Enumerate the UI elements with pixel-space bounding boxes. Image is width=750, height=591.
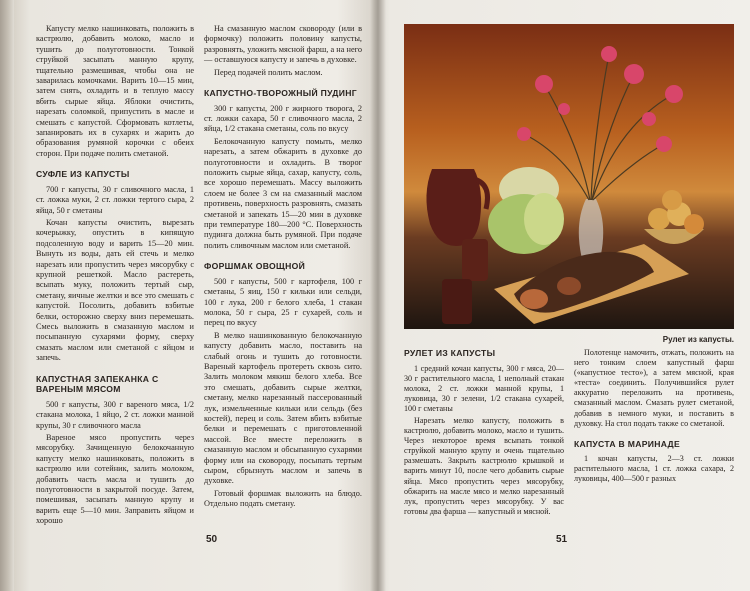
left-col-1 bbox=[36, 24, 194, 529]
left-page bbox=[10, 0, 372, 591]
ingredients: 1 средний кочан капусты, 300 г мяса, 20—30 г растительного масла, 1 неполный стакан молока, 2 ст. ложки манной крупы, 1 луковица, 30 г зелени, 1/2 стакана сухарей, 100 г сметаны bbox=[404, 363, 564, 413]
right-col-2 bbox=[574, 348, 734, 519]
photo-caption: Рулет из капусты. bbox=[662, 335, 734, 344]
photo-illustration bbox=[404, 24, 734, 329]
left-col-2 bbox=[204, 24, 362, 529]
recipe-heading: ФОРШМАК ОВОЩНОЙ bbox=[204, 261, 306, 272]
paragraph: Капусту мелко нашинковать, положить в кастрюлю, добавить молоко, масло и тушить до полуготовности. Тонкой струйкой засыпать манную крупу, тщательно размешивая, чтобы она не заварилась комочками. Варить 10—15 мин, затем снять, охладить и в теплую массу вбить сырые яйца. Яблоки очистить, нарезать соломкой, припустить в масле и смешать с капустой. Сформовать котлеты, запанировать их в сухарях и жарить до образования румяной корочки с обеих сторон. При подаче полить сметаной. bbox=[36, 24, 194, 158]
ingredients: 500 г капусты, 300 г вареного мяса, 1/2 стакана молока, 1 яйцо, 2 ст. ложки манной крупы, 30 г сливочного масла bbox=[36, 399, 194, 430]
ingredients: 700 г капусты, 30 г сливочного масла, 1 ст. ложка муки, 2 ст. ложки тертого сыра, 2 яйца, 50 г сметаны bbox=[36, 184, 194, 215]
paragraph: В мелко нашинкованную белокочанную капусту добавить масло, поставить на слабый огонь и тушить до готовности. Вареный картофель протереть сквозь сито. Залить молоком мякиш белого хлеба. Все это смешать, добавить сырые желтки, сметану, мелко нарезанный пассерованный лук, измельченные кильки или сельдь (без костей), перец и соль. Затем вбить взбитые белки и перемешать с приготовленной массой. Все вместе переложить в смазанную маслом и обсыпанную сухарями форму или на сковороду, посыпать тертым сыром, сбрызнуть маслом и запечь в духовке. bbox=[204, 330, 362, 486]
paragraph: Вареное мясо пропустить через мясорубку. Зачищенную белокочанную капусту мелко нашинковать, положить в кастрюлю или сотейник, залить молоком, добавить часть масла и тушить до полуготовности в закрытой посуде. Затем, помешивая, засыпать манную крупу и варить еще 5—10 мин. Заправить яйцом и хорошо bbox=[36, 432, 194, 526]
page-number: 51 bbox=[556, 534, 568, 545]
right-page bbox=[382, 0, 750, 591]
ingredients: 500 г капусты, 500 г картофеля, 100 г сметаны, 5 яиц, 150 г кильки или сельди, 100 г лука, 200 г белого хлеба, 1 стакан молока, 50 г сыра, 25 г сухарей, соль и перец по вкусу bbox=[204, 276, 362, 328]
paragraph: Нарезать мелко капусту, положить в кастрюлю, добавить молоко, масло и тушить. Через некоторое время всыпать тонкой струйкой манную крупу и очень тщательно размешать. Закрыть кастрюлю крышкой и варить минут 10, после чего добавить сырые яйца. Мясо пропустить через мясорубку, обжарить на масле мясо и мелко нарезанный лук, пропустить через мясорубку. У вас готовы два фарша — капустный и мясной. bbox=[404, 415, 564, 516]
recipe-heading: КАПУСТНАЯ ЗАПЕКАНКА С ВАРЕНЫМ МЯСОМ bbox=[36, 373, 159, 395]
paragraph: Готовый форшмак выложить на блюдо. Отдельно подать сметану. bbox=[204, 488, 362, 509]
recipe-heading: СУФЛЕ ИЗ КАПУСТЫ bbox=[36, 169, 130, 180]
paragraph: Перед подачей полить маслом. bbox=[214, 67, 323, 77]
page-number: 50 bbox=[206, 534, 218, 545]
paragraph: Полотенце намочить, отжать, положить на него тонким слоем капустный фарш («капустное тесто»), а затем мясной, края «теста» соединить. Получившийся рулет аккуратно переложить на противень, смазанный маслом. Смазать рулет сметаной, добавив в немного муки, и поставить в духовку. На стол подать также со сметаной. bbox=[574, 348, 734, 428]
paragraph: Кочан капусты очистить, вырезать кочерыжку, опустить в кипящую подсоленную воду и варить 15—20 мин. Вынуть из воды, дать ей стечь и мелко нарезать или пропустить через мясорубку с крупной решеткой. Масло растереть, всыпать муку, положить тертый сыр, сметану, яичные желтки и все это смешать с капустой. Посолить, добавить взбитые белки, осторожно сверху вниз перемешать. Смесь выложить в смазанную маслом и посыпанную сухарями форму, сверху смазать маслом или сметаной с яйцом и запечь. bbox=[36, 218, 194, 363]
food-photo bbox=[404, 24, 734, 329]
paragraph: На смазанную маслом сковороду (или в формочку) положить половину капусты, разровнять, уложить мясной фарш, а на него — оставшуюся капусту и запечь в духовке. bbox=[204, 24, 362, 65]
right-col-1 bbox=[404, 348, 564, 519]
recipe-heading: РУЛЕТ ИЗ КАПУСТЫ bbox=[404, 348, 496, 358]
paragraph: Белокочанную капусту помыть, мелко нарезать, а затем обжарить в духовке до полуготовности и охладить. В творог положить сырые яйца, сахар, капусту, соль, все хорошо перемешать. Массу выложить слоем не более 3 см на смазанный маслом противень, поверхность разровнять, смазать сметаной и запекать 15—20 мин в духовке при температуре 180—200 °С. Поверхность пудинга должна быть румяной. При подаче полить сливочным маслом или сметаной. bbox=[204, 136, 362, 250]
recipe-heading: КАПУСТА В МАРИНАДЕ bbox=[574, 438, 681, 449]
ingredients: 1 кочан капусты, 2—3 ст. ложки растительного масла, 1 ст. ложка сахара, 2 луковицы, 400—500 г разных bbox=[574, 454, 734, 484]
ingredients: 300 г капусты, 200 г жирного творога, 2 ст. ложки сахара, 50 г сливочного масла, 2 яйца, 1/2 стакана сметаны, соль по вкусу bbox=[204, 103, 362, 134]
recipe-heading: КАПУСТНО-ТВОРОЖНЫЙ ПУДИНГ bbox=[204, 88, 357, 99]
